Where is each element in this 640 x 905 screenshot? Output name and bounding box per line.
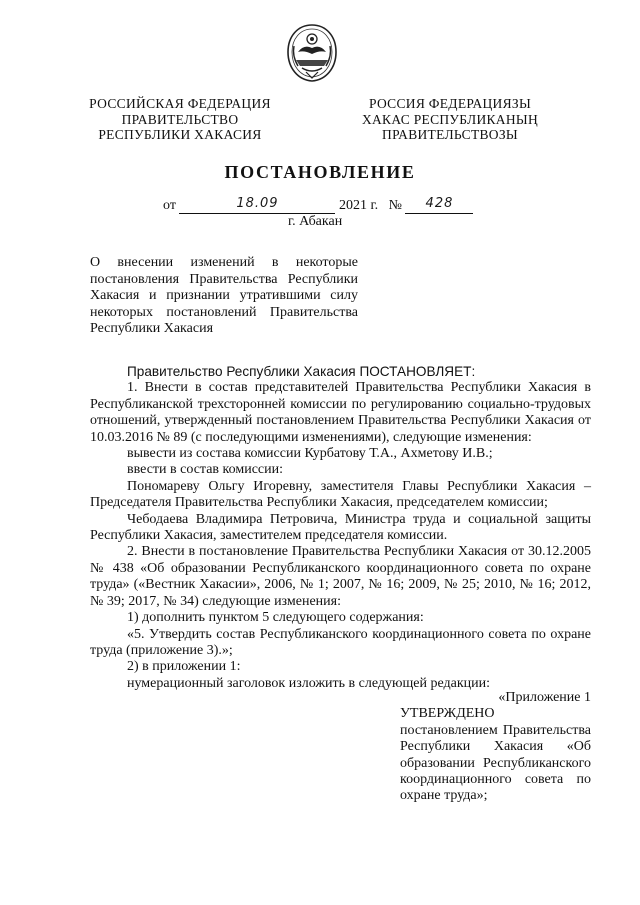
date-field — [179, 196, 335, 214]
body-paragraph-10: нумерационный заголовок изложить в следующей редакции: — [127, 675, 490, 691]
document-title: ПОСТАНОВЛЕНИЕ — [224, 162, 416, 182]
appendix-text: постановлением Правительства Республики Хакасия «Об образовании Республиканского координационного совета по охране труда»; — [400, 722, 591, 804]
header-right-line-2: ХАКАС РЕСПУБЛИКАНЫҢ — [361, 111, 539, 127]
city-label: г. Абакан — [288, 214, 343, 229]
appendix-approved: УТВЕРЖДЕНО — [400, 706, 495, 722]
date-prefix: от — [163, 198, 176, 213]
appendix-label: «Приложение 1 — [498, 690, 591, 705]
date-line — [163, 196, 473, 214]
body-paragraph-6: 2. Внести в постановление Правительства Республики Хакасия от 30.12.2005 № 438 «Об образовании Республиканского координационного совета по охране труда» («Вестник Хакасии», 2006, № 1; 2007, № 16; 2009, № 25; 2010, № 16; 2012, № 39; 2017, № 34) следующие изменения: — [90, 544, 591, 609]
body-paragraph-5: Чебодаева Владимира Петровича, Министра труда и социальной защиты Республики Хакасия, заместителем председателя комиссии. — [90, 511, 591, 544]
header-right — [350, 96, 550, 143]
handwritten-number: 428 — [425, 196, 454, 211]
date-year: 2021 г. — [338, 198, 379, 213]
document-subject: О внесении изменений в некоторые постановления Правительства Республики Хакасия и признании утратившими силу некоторых постановлений Правительства Республики Хакасия — [90, 255, 358, 336]
body-intro: Правительство Республики Хакасия ПОСТАНОВЛЯЕТ: — [127, 364, 476, 379]
header-right-line-3: ПРАВИТЕЛЬСТВОЗЫ — [382, 127, 518, 142]
body-paragraph-8: «5. Утвердить состав Республиканского координационного совета по охране труда (приложение 3).»; — [90, 626, 591, 658]
body-paragraph-7: 1) дополнить пунктом 5 следующего содержания: — [127, 610, 424, 626]
body-paragraph-9: 2) в приложении 1: — [127, 659, 241, 675]
coat-of-arms-emblem — [284, 22, 340, 84]
appendix-heading — [400, 690, 591, 805]
body-paragraph-1: 1. Внести в состав представителей Правительства Республики Хакасия в Республиканской трехсторонней комиссии по регулированию социально-трудовых отношений, утвержденный постановлением Правительства Республики Хакасия от 10.03.2016 № 89 (с последующими изменениями), следующие изменения: — [90, 380, 591, 445]
header-left — [80, 96, 280, 143]
document-body — [90, 364, 591, 692]
number-field — [405, 196, 473, 214]
body-paragraph-3: ввести в состав комиссии: — [127, 462, 284, 478]
header-left-line-3: РЕСПУБЛИКИ ХАКАСИЯ — [98, 127, 262, 142]
body-paragraph-2: вывести из состава комиссии Курбатову Т.А., Ахметову И.В.; — [127, 446, 493, 462]
number-sign: № — [388, 198, 402, 213]
header-left-line-1: РОССИЙСКАЯ ФЕДЕРАЦИЯ — [89, 96, 271, 111]
header-right-line-1: РОССИЯ ФЕДЕРАЦИЯЗЫ — [368, 96, 532, 111]
handwritten-date: 18.09 — [236, 196, 279, 211]
body-paragraph-4: Пономареву Ольгу Игоревну, заместителя Главы Республики Хакасия – Председателя Правительства Республики Хакасия, председателем комиссии; — [90, 478, 591, 511]
header-left-line-2: ПРАВИТЕЛЬСТВО — [121, 111, 239, 127]
